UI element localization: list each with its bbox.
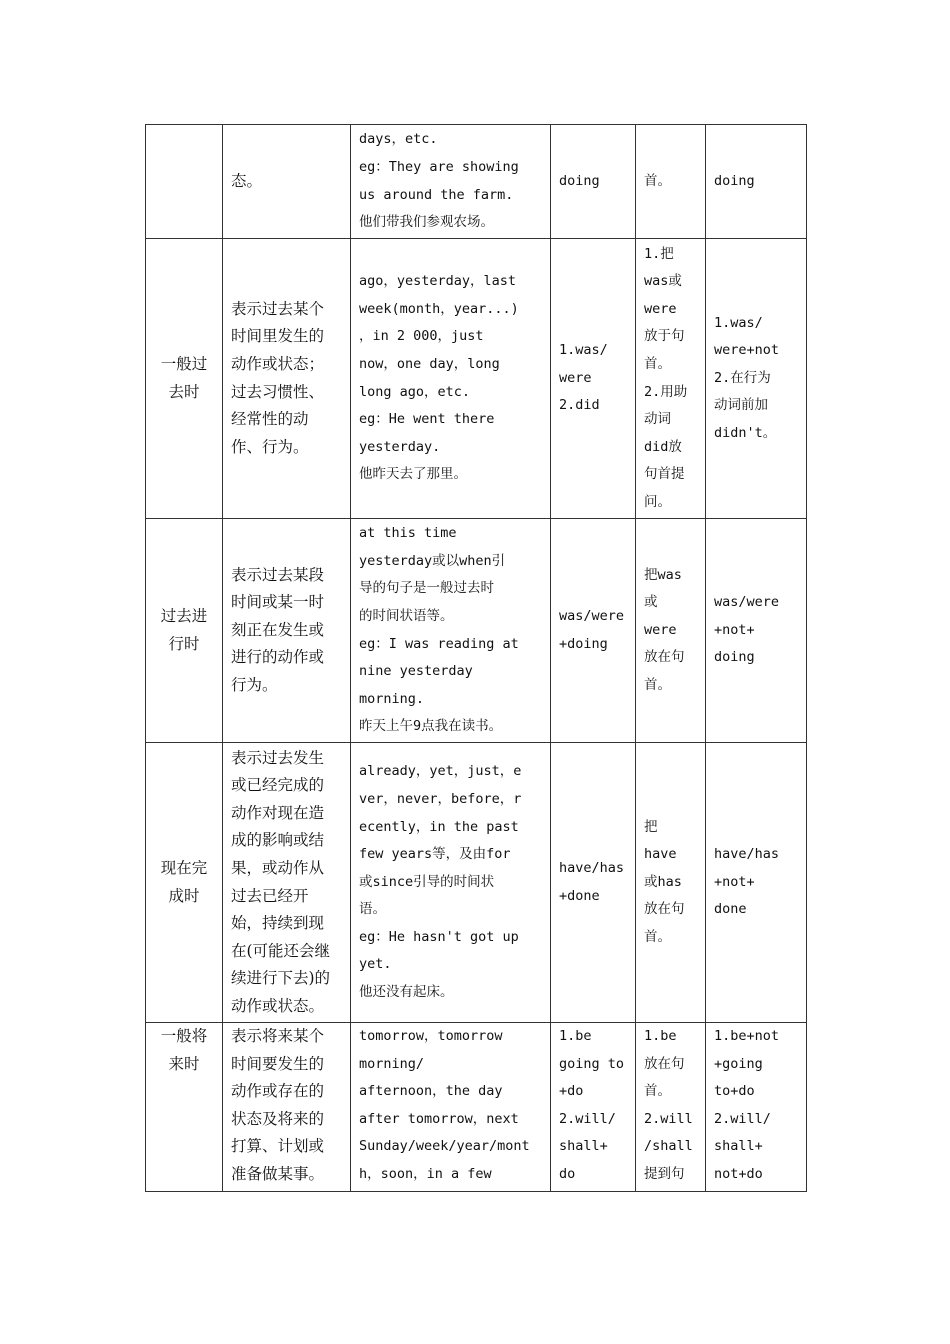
usage-cell: 态。 (223, 125, 351, 239)
usage-cell: 表示过去某个 时间里发生的 动作或状态； 过去习惯性、 经常性的动 作、行为。 (223, 239, 351, 519)
signal-words-cell: tomorrow，tomorrow morning/ afternoon，the day after tomorrow，next Sunday/week/year/mont h，soon，in a few (351, 1023, 551, 1192)
affirmative-form-cell: doing (551, 125, 636, 239)
question-form-cell: 1.把 was或 were 放于句 首。 2.用助 动词 did放 句首提 问。 (636, 239, 706, 519)
usage-cell: 表示将来某个 时间要发生的 动作或存在的 状态及将来的 打算、计划或 准备做某事。 (223, 1023, 351, 1192)
table-row (146, 519, 807, 743)
affirmative-form-cell: was/were +doing (551, 519, 636, 743)
tense-cell: 一般将 来时 (146, 1023, 223, 1192)
negative-form-cell: 1.be+not +going to+do 2.will/ shall+ not+do (706, 1023, 807, 1192)
affirmative-form-cell: 1.was/ were 2.did (551, 239, 636, 519)
affirmative-form-cell: have/has +done (551, 743, 636, 1023)
signal-words-cell: ago，yesterday，last week(month，year...) ，in 2 000，just now，one day，long long ago，etc. eg：He went there yesterday. 他昨天去了那里。 (351, 239, 551, 519)
question-form-cell: 1.be 放在句 首。 2.will /shall 提到句 (636, 1023, 706, 1192)
signal-words-cell: already，yet，just，e ver，never，before，r ecently，in the past few years等，及由for 或since引导的时间状 语。 eg：He hasn't got up yet. 他还没有起床。 (351, 743, 551, 1023)
table-row (146, 239, 807, 519)
signal-words-cell: at this time yesterday或以when引 导的句子是一般过去时 的时间状语等。 eg：I was reading at nine yesterday morning. 昨天上午9点我在读书。 (351, 519, 551, 743)
tense-cell: 现在完 成时 (146, 743, 223, 1023)
negative-form-cell: have/has +not+ done (706, 743, 807, 1023)
usage-cell: 表示过去某段 时间或某一时 刻正在发生或 进行的动作或 行为。 (223, 519, 351, 743)
usage-cell: 表示过去发生 或已经完成的 动作对现在造 成的影响或结 果，或动作从 过去已经开 始，持续到现 在(可能还会继 续进行下去)的 动作或状态。 (223, 743, 351, 1023)
negative-form-cell: doing (706, 125, 807, 239)
tense-cell (146, 125, 223, 239)
table-row (146, 1023, 807, 1192)
table-row (146, 125, 807, 239)
affirmative-form-cell: 1.be going to +do 2.will/ shall+ do (551, 1023, 636, 1192)
question-form-cell: 把 have 或has 放在句 首。 (636, 743, 706, 1023)
tense-cell: 过去进 行时 (146, 519, 223, 743)
question-form-cell: 把was 或 were 放在句 首。 (636, 519, 706, 743)
grammar-table (145, 124, 807, 1192)
table-row (146, 743, 807, 1023)
negative-form-cell: 1.was/ were+not 2.在行为 动词前加 didn't。 (706, 239, 807, 519)
question-form-cell: 首。 (636, 125, 706, 239)
negative-form-cell: was/were +not+ doing (706, 519, 807, 743)
signal-words-cell: days，etc. eg：They are showing us around the farm. 他们带我们参观农场。 (351, 125, 551, 239)
tense-cell: 一般过 去时 (146, 239, 223, 519)
